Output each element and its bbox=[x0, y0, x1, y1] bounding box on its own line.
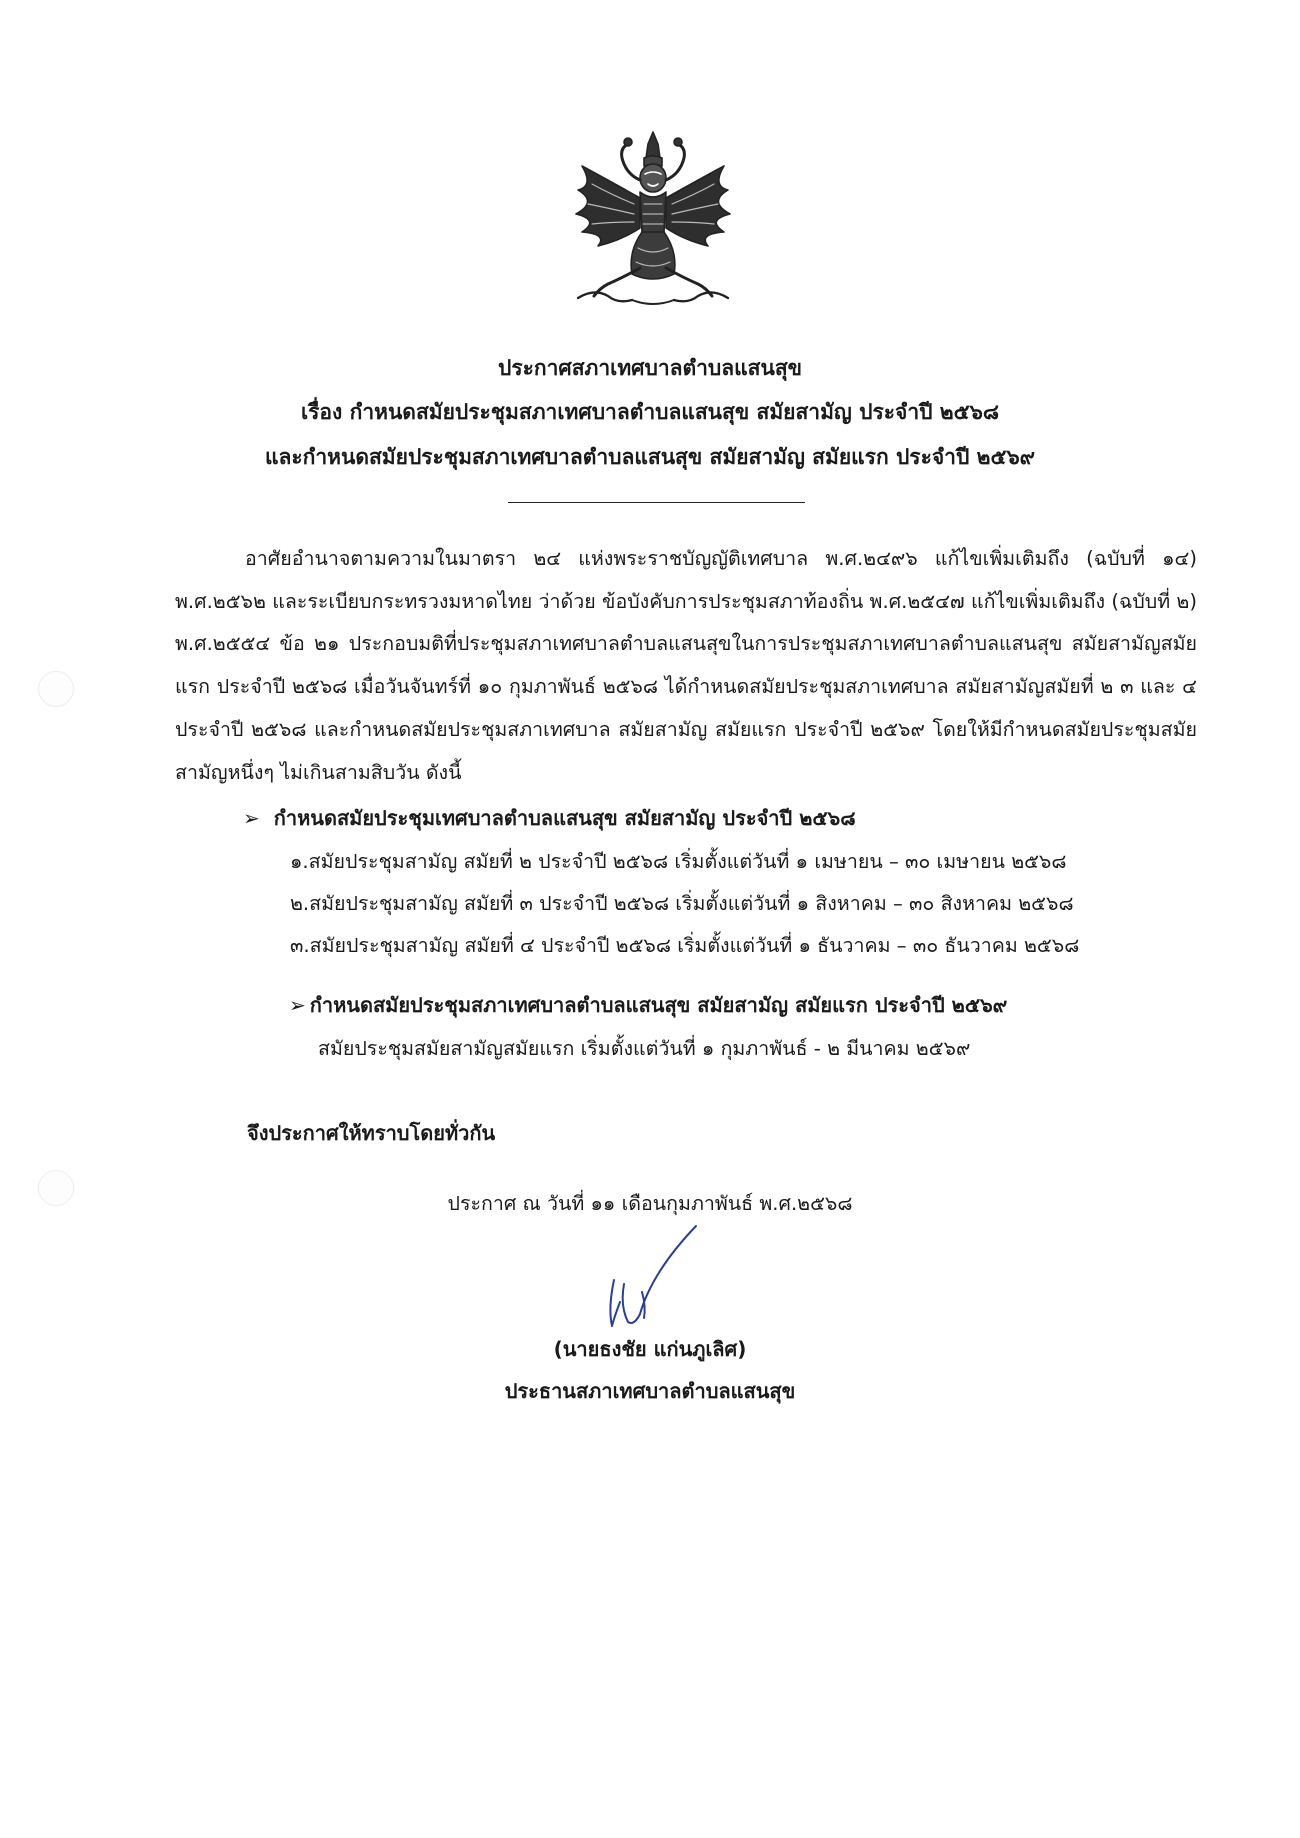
body-paragraph: อาศัยอำนาจตามความในมาตรา ๒๔ แห่งพระราชบัญญัติเทศบาล พ.ศ.๒๔๙๖ แก้ไขเพิ่มเติมถึง (ฉบับที่ ๑๔) พ.ศ.๒๕๖๒ และระเบียบกระทรวงมหาดไทย ว่าด้วย ข้อบังคับการประชุมสภาท้องถิ่น พ.ศ.๒๕๔๗ แก้ไขเพิ่มเติมถึง (ฉบับที่ ๒) พ.ศ.๒๕๕๔ ข้อ ๒๑ ประกอบมติที่ประชุมสภาเทศบาลตำบลแสนสุขในการประชุมสภาเทศบาลตำบลแสนสุข สมัยสามัญสมัยแรก ประจำปี ๒๕๖๘ เมื่อวันจันทร์ที่ ๑๐ กุมภาพันธ์ ๒๕๖๘ ได้กำหนดสมัยประชุมสภาเทศบาล สมัยสามัญสมัยที่ ๒ ๓ และ ๔ ประจำปี ๒๕๖๘ และกำหนดสมัยประชุมสภาเทศบาล สมัยสามัญ สมัยแรก ประจำปี ๒๕๖๙ โดยให้มีกำหนดสมัยประชุมสมัยสามัญหนึ่งๆ ไม่เกินสามสิบวัน ดังนี้ bbox=[175, 547, 1197, 784]
garuda-emblem-icon bbox=[548, 128, 758, 310]
section1-item: ๑.สมัยประชุมสามัญ สมัยที่ ๒ ประจำปี ๒๕๖๘ เริ่มตั้งแต่วันที่ ๑ เมษายน – ๓๐ เมษายน ๒๕๖๘ bbox=[290, 850, 1067, 873]
announcement-subject-continued: และกำหนดสมัยประชุมสภาเทศบาลตำบลแสนสุข สมัยสามัญ สมัยแรก ประจำปี ๒๕๖๙ bbox=[264, 445, 1036, 469]
arrow-bullet-icon: ➢ bbox=[243, 806, 260, 830]
section1-item: ๒.สมัยประชุมสามัญ สมัยที่ ๓ ประจำปี ๒๕๖๘ เริ่มตั้งแต่วันที่ ๑ สิงหาคม – ๓๐ สิงหาคม ๒๕๖๘ bbox=[290, 892, 1074, 915]
punch-hole-top bbox=[38, 671, 74, 707]
closing-statement: จึงประกาศให้ทราบโดยทั่วกัน bbox=[247, 1121, 496, 1145]
signer-name: (นายธงชัย แก่นภูเลิศ) bbox=[553, 1337, 747, 1361]
arrow-bullet-icon: ➢ bbox=[289, 993, 306, 1017]
announcement-date: ประกาศ ณ วันที่ ๑๑ เดือนกุมภาพันธ์ พ.ศ.๒๕๖๘ bbox=[447, 1192, 853, 1215]
section1-item: ๓.สมัยประชุมสามัญ สมัยที่ ๔ ประจำปี ๒๕๖๘ เริ่มตั้งแต่วันที่ ๑ ธันวาคม – ๓๐ ธันวาคม ๒๕๖๘ bbox=[290, 934, 1080, 957]
section2-item: สมัยประชุมสมัยสามัญสมัยแรก เริ่มตั้งแต่วันที่ ๑ กุมภาพันธ์ - ๒ มีนาคม ๒๕๖๙ bbox=[318, 1037, 971, 1060]
section1-heading bbox=[243, 802, 856, 834]
handwritten-signature-icon bbox=[590, 1222, 720, 1342]
header-divider bbox=[508, 502, 805, 503]
announcement-subject: เรื่อง กำหนดสมัยประชุมสภาเทศบาลตำบลแสนสุข สมัยสามัญ ประจำปี ๒๕๖๘ bbox=[300, 400, 1000, 424]
section2-heading-text: กำหนดสมัยประชุมสภาเทศบาลตำบลแสนสุข สมัยสามัญ สมัยแรก ประจำปี ๒๕๖๙ bbox=[309, 993, 1008, 1017]
section1-heading-text: กำหนดสมัยประชุมเทศบาลตำบลแสนสุข สมัยสามัญ ประจำปี ๒๕๖๘ bbox=[273, 806, 856, 830]
signer-position: ประธานสภาเทศบาลตำบลแสนสุข bbox=[504, 1379, 796, 1403]
announcement-title: ประกาศสภาเทศบาลตำบลแสนสุข bbox=[497, 356, 803, 380]
section2-heading bbox=[289, 989, 1007, 1021]
